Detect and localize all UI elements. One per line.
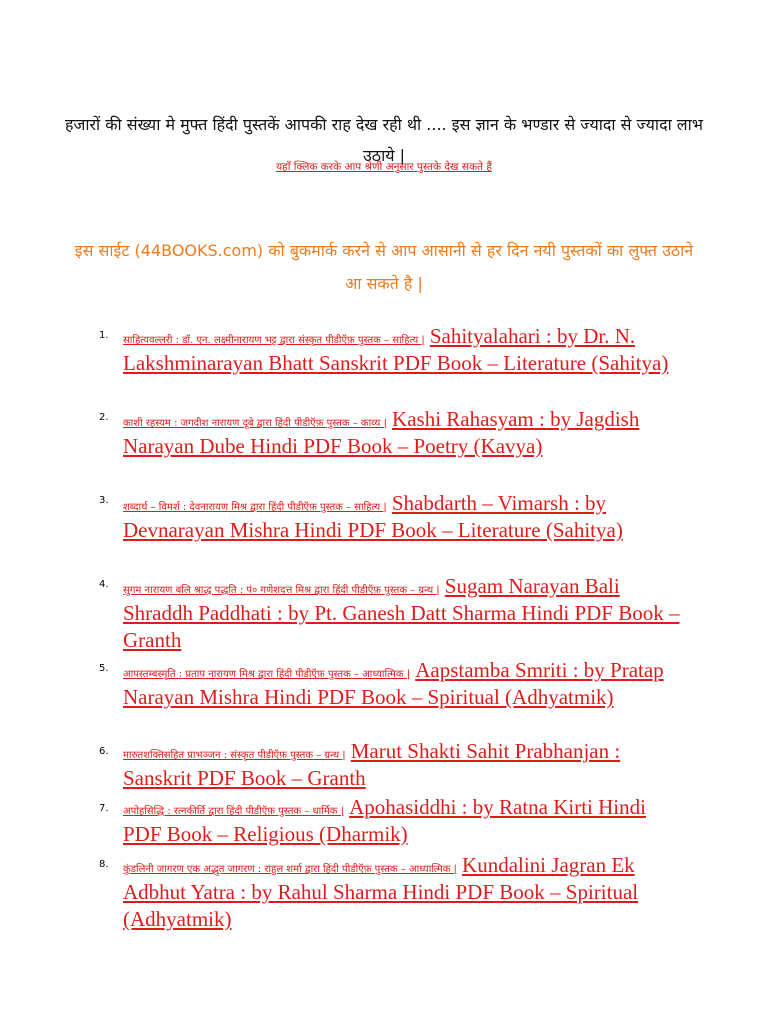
english-title: Kundalini Jagran Ek Adbhut Yatra : by Rahul Sharma Hindi PDF Book – Spiritual (Adhyatmik) <box>123 853 639 931</box>
english-title: Sugam Narayan Bali Shraddh Paddhati : by Pt. Ganesh Datt Sharma Hindi PDF Book – Granth <box>123 574 680 652</box>
hindi-title: आपस्तम्बस्मृति : प्रताप नारायण मिश्र द्वारा हिंदी पीडीऍफ़ पुस्तक – आध्यात्मिक | <box>123 669 411 680</box>
item-number: 3. <box>99 495 109 506</box>
bookmark-note: इस साईट (44BOOKS.com) को बुकमार्क करने से आप आसानी से हर दिन नयी पुस्तकों का लुफ्त उठाने आ सकते है | <box>74 241 694 293</box>
book-link-4[interactable] <box>123 573 683 654</box>
english-title: Shabdarth – Vimarsh : by Devnarayan Mishra Hindi PDF Book – Literature (Sahitya) <box>123 491 623 542</box>
book-link-2[interactable] <box>123 406 683 460</box>
book-link-7[interactable] <box>123 794 683 848</box>
english-title: Kashi Rahasyam : by Jagdish Narayan Dube Hindi PDF Book – Poetry (Kavya) <box>123 407 640 458</box>
item-number: 2. <box>99 412 109 423</box>
hindi-title: काशी रहस्यम : जगदीश नारायण दूबे द्वारा हिंदी पीडीऍफ़ पुस्तक – काव्य | <box>123 418 387 429</box>
hindi-title: साहित्यवल्लरी : डॉ. एन. लक्ष्मीनारायण भट्ट द्वारा संस्कृत पीडीऍफ़ पुस्तक – साहित्य | <box>123 335 425 346</box>
item-number: 1. <box>99 330 109 341</box>
book-link-1[interactable] <box>123 323 683 377</box>
hindi-title: कुंडलिनी जागरण एक अद्भुत जागरण : राहुल शर्मा द्वारा हिंदी पीडीऍफ़ पुस्तक – आध्यात्मिक | <box>123 864 457 875</box>
item-number: 8. <box>99 859 109 870</box>
english-title: Aapstamba Smriti : by Pratap Narayan Mishra Hindi PDF Book – Spiritual (Adhyatmik) <box>123 658 664 709</box>
english-title: Apohasiddhi : by Ratna Kirti Hindi PDF Book – Religious (Dharmik) <box>123 795 646 846</box>
book-link-5[interactable] <box>123 657 683 711</box>
hindi-title: अपोहसिद्धि : रत्नकीर्ति द्वारा हिंदी पीडीऍफ़ पुस्तक – धार्मिक | <box>123 806 344 817</box>
book-link-8[interactable] <box>123 852 683 933</box>
hindi-title: मारुतशक्तिसहित प्राभञ्जन : संस्कृत पीडीऍफ़ पुस्तक – ग्रन्थ | <box>123 750 346 761</box>
book-link-6[interactable] <box>123 738 683 792</box>
category-browse-link[interactable]: यहाँ क्लिक करके आप श्रेणी अनुसार पुस्तके देख सकते हैं <box>276 161 492 173</box>
item-number: 7. <box>99 803 109 814</box>
intro-text: हजारों की संख्या मे मुफ्त हिंदी पुस्तकें आपकी राह देख रही थी .... इस ज्ञान के भण्डार से ज्यादा से ज्यादा लाभ उठाये | <box>64 115 704 165</box>
english-title: Marut Shakti Sahit Prabhanjan : Sanskrit PDF Book – Granth <box>123 739 621 790</box>
item-number: 4. <box>99 579 109 590</box>
item-number: 6. <box>99 746 109 757</box>
english-title: Sahityalahari : by Dr. N. Lakshminarayan Bhatt Sanskrit PDF Book – Literature (Sahitya) <box>123 324 669 375</box>
book-link-3[interactable] <box>123 490 683 544</box>
item-number: 5. <box>99 663 109 674</box>
hindi-title: शब्दार्थ – विमर्श : देवनारायण मिश्र द्वारा हिंदी पीडीऍफ़ पुस्तक – साहित्य | <box>123 502 387 513</box>
hindi-title: सुगम नारायण बलि श्राद्ध पद्धति : पं० गणेशदत्त मिश्र द्वारा हिंदी पीडीऍफ़ पुस्तक – ग्रन्थ | <box>123 585 440 596</box>
